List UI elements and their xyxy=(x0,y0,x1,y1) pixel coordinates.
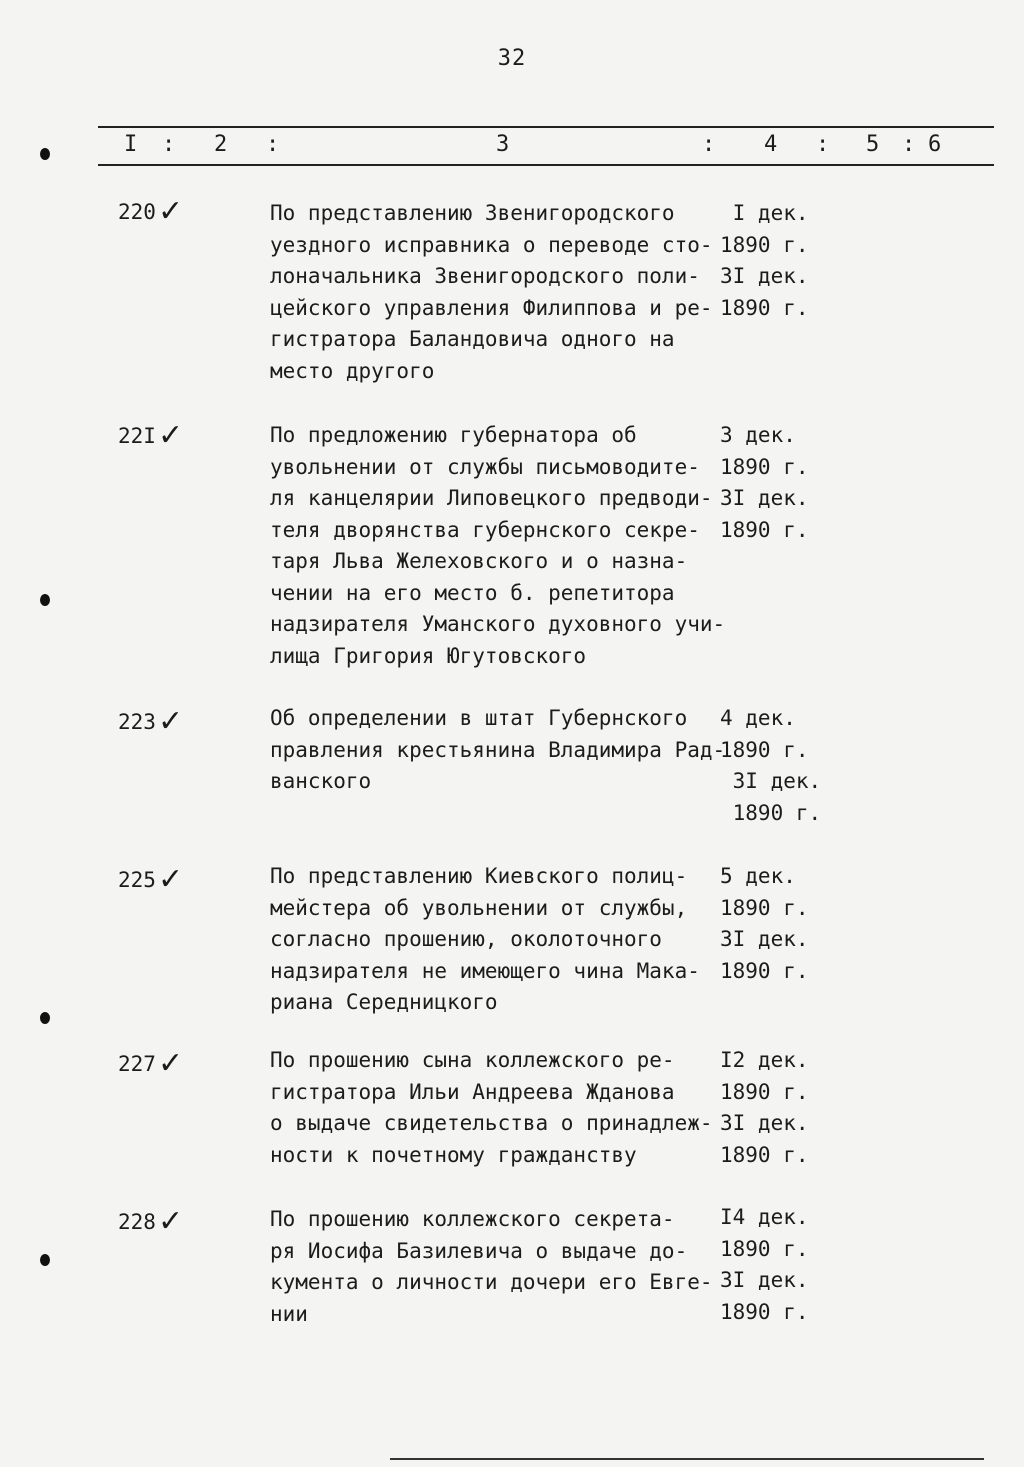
col-head-2: 2 xyxy=(214,132,228,157)
entry-221-number xyxy=(118,418,184,453)
col-head-1: I xyxy=(124,132,138,157)
check-mark-icon: ✓ xyxy=(157,862,184,897)
punch-hole xyxy=(40,1254,50,1266)
entry-228-number xyxy=(118,1204,184,1239)
entry-227-dates: I2 дек. 1890 г. 3I дек. 1890 г. xyxy=(720,1048,809,1167)
entry-number: 228 xyxy=(118,1210,156,1234)
entry-number: 223 xyxy=(118,710,156,734)
col-sep: : xyxy=(702,132,716,157)
check-mark-icon: ✓ xyxy=(157,1204,184,1239)
col-sep: : xyxy=(266,132,280,157)
col-sep: : xyxy=(816,132,830,157)
entry-227-number xyxy=(118,1046,184,1081)
entry-223-dates: 4 дек. 1890 г. 3I дек. 1890 г. xyxy=(720,706,822,825)
check-mark-icon: ✓ xyxy=(157,418,184,453)
entry-225-dates: 5 дек. 1890 г. 3I дек. 1890 г. xyxy=(720,864,809,983)
entry-223-description: Об определении в штат Губернского правления крестьянина Владимира Рад- ванского xyxy=(270,706,726,793)
entry-220-description: По представлению Звенигородского уездного исправника о переводе сто- лоначальника Звенигородского поли- цейского управления Филиппова и ре- гистратора Баландовича одного на место другого xyxy=(270,201,713,383)
check-mark-icon: ✓ xyxy=(157,1046,184,1081)
entry-221-dates: 3 дек. 1890 г. 3I дек. 1890 г. xyxy=(720,423,809,542)
check-mark-icon: ✓ xyxy=(157,704,184,739)
entry-225-description: По представлению Киевского полиц- мейстера об увольнении от службы, согласно прошению, околоточного надзирателя не имеющего чина Мака- риана Середницкого xyxy=(270,864,700,1014)
entry-227-description: По прошению сына коллежского ре- гистратора Ильи Андреева Жданова о выдаче свидетельства о принадлеж- ности к почетному гражданству xyxy=(270,1048,713,1167)
punch-hole xyxy=(40,148,50,160)
entry-number: 225 xyxy=(118,868,156,892)
entry-228-description: По прошению коллежского секрета- ря Иосифа Базилевича о выдаче до- кумента о личности дочери его Евге- нии xyxy=(270,1207,713,1326)
col-sep: : xyxy=(162,132,176,157)
col-sep: : xyxy=(902,132,916,157)
col-head-3: 3 xyxy=(496,132,510,157)
entry-220-number xyxy=(118,194,184,229)
entry-number: 22I xyxy=(118,424,156,448)
col-head-6: 6 xyxy=(928,132,942,157)
page-number: 32 xyxy=(497,46,527,71)
check-mark-icon: ✓ xyxy=(157,194,184,229)
punch-hole xyxy=(40,1012,50,1024)
entry-221-description: По предложению губернатора об увольнении от службы письмоводите- ля канцелярии Липовецкого предводи- теля дворянства губернского секре- таря Льва Желеховского и о назна- чении на его место б. репетитора надзирателя Уманского духовного учи- лища Григория Югутовского xyxy=(270,423,726,668)
entry-number: 220 xyxy=(118,200,156,224)
entry-223-number xyxy=(118,704,184,739)
entry-220-dates: I дек. 1890 г. 3I дек. 1890 г. xyxy=(720,201,809,320)
col-head-4: 4 xyxy=(764,132,778,157)
header-bottom-rule xyxy=(98,164,994,166)
entry-225-number xyxy=(118,862,184,897)
entry-number: 227 xyxy=(118,1052,156,1076)
entry-228-dates: I4 дек. 1890 г. 3I дек. 1890 г. xyxy=(720,1205,809,1324)
bottom-edge-line xyxy=(390,1458,984,1460)
header-top-rule xyxy=(98,126,994,128)
col-head-5: 5 xyxy=(866,132,880,157)
punch-hole xyxy=(40,594,50,606)
